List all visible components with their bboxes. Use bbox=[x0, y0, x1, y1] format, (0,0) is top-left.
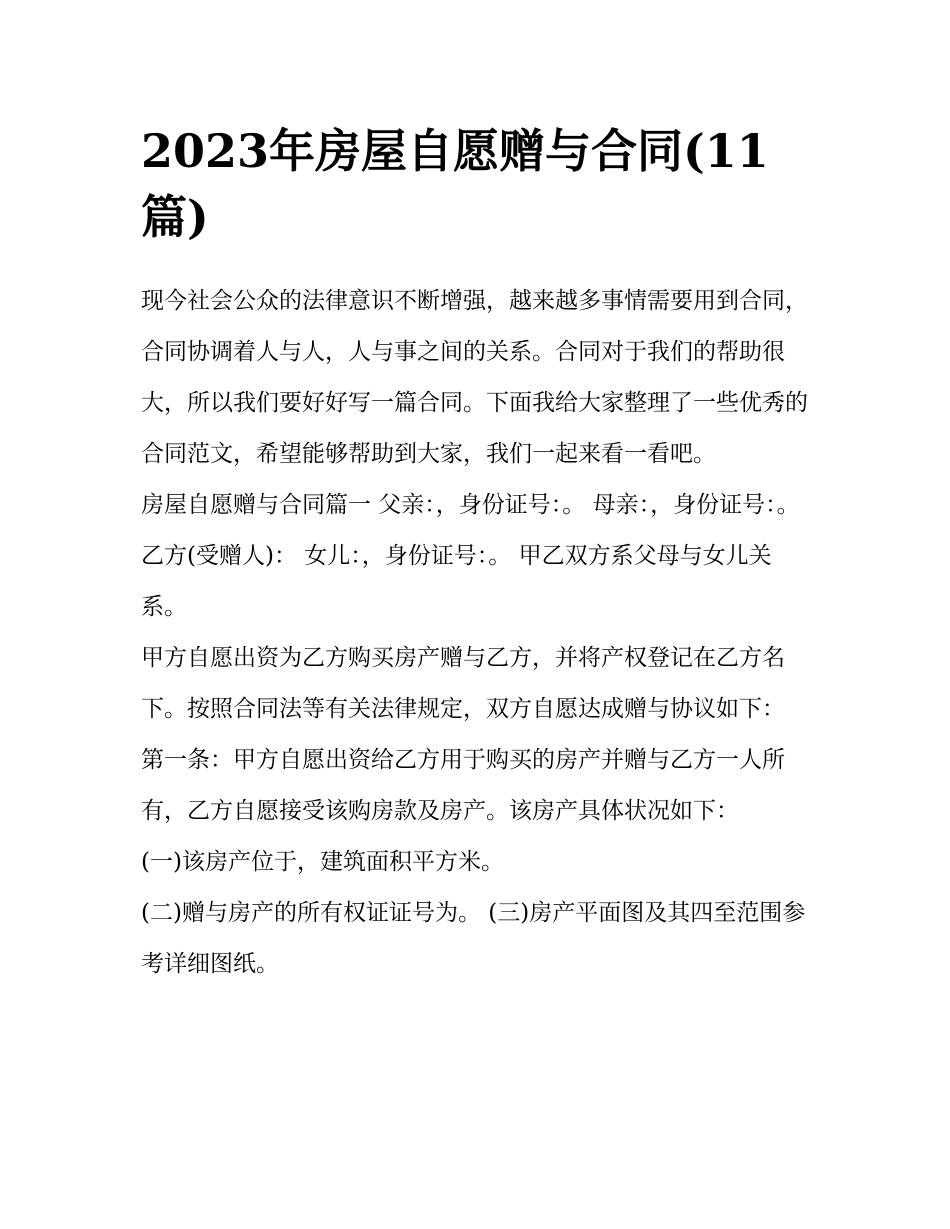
paragraph-intro: 现今社会公众的法律意识不断增强，越来越多事情需要用到合同，合同协调着人与人，人与事之间的关系。合同对于我们的帮助很大，所以我们要好好写一篇合同。下面我给大家整理了一些优秀的合同范文，希望能够帮助到大家，我们一起来看一看吧。 bbox=[141, 288, 808, 467]
paragraph-parties: 房屋自愿赠与合同篇一 父亲：，身份证号：。 母亲：，身份证号：。 乙方(受赠人)： 女儿：，身份证号：。 甲乙双方系父母与女儿关系。 bbox=[141, 492, 800, 620]
document-title: 2023年房屋自愿赠与合同(11篇) bbox=[141, 124, 769, 244]
paragraph-item-2-3: (二)赠与房产的所有权证证号为。 (三)房产平面图及其四至范围参考详细图纸。 bbox=[141, 900, 806, 977]
document-body bbox=[141, 276, 813, 990]
paragraph-article-1: 第一条：甲方自愿出资给乙方用于购买的房产并赠与乙方一人所有，乙方自愿接受该购房款及房产。该房产具体状况如下： bbox=[141, 747, 785, 824]
paragraph-purpose: 甲方自愿出资为乙方购买房产赠与乙方，并将产权登记在乙方名下。按照合同法等有关法律规定，双方自愿达成赠与协议如下： bbox=[141, 645, 785, 722]
paragraph-item-1: (一)该房产位于，建筑面积平方米。 bbox=[141, 849, 504, 875]
document-content bbox=[141, 118, 813, 990]
